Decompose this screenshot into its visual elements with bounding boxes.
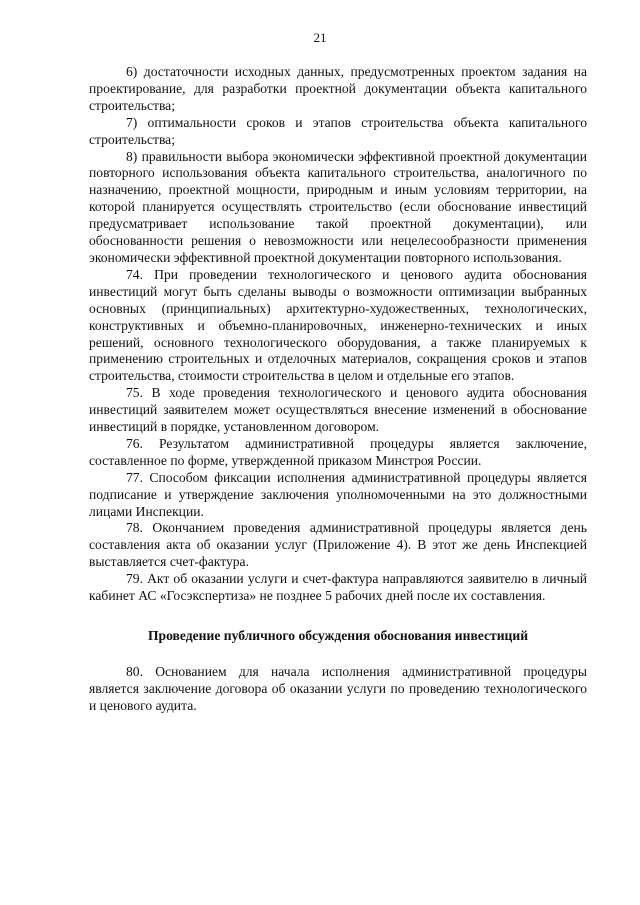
paragraph-80: 80. Основанием для начала исполнения административной процедуры является заключение договора об оказании услуги по проведению технологического и ценового аудита. bbox=[89, 664, 587, 713]
paragraph-77: 77. Способом фиксации исполнения административной процедуры является подписание и утверждение заключения уполномоченными на это должностными лицами Инспекции. bbox=[89, 469, 587, 519]
paragraph-75: 75. В ходе проведения технологического и ценового аудита обоснования инвестиций заявителем может осуществляться внесение изменений в обоснование инвестиций в порядке, установленном договором. bbox=[89, 385, 587, 435]
paragraph-79: 79. Акт об оказании услуги и счет-фактура направляются заявителю в личный кабинет АС «Госэкспертиза» не позднее 5 рабочих дней после их составления. bbox=[89, 571, 587, 604]
paragraph-74: 74. При проведении технологического и ценового аудита обоснования инвестиций могут быть сделаны выводы о возможности оптимизации выбранных основных (принципиальных) архитектурно-художественных, технологических, конструктивных и объемно-планировочных, инженерно-технических и иных решений, основного технологического оборудования, а также планируемых к применению строительных и отделочных материалов, сокращения сроков и этапов строительства, стоимости строительства в целом и отдельные его этапов. bbox=[89, 266, 587, 384]
paragraph-item-8: 8) правильности выбора экономически эффективной проектной документации повторного использования объекта капитального строительства, аналогичного по назначению, проектной мощности, природным и иным условиям территории, на которой планируется осуществлять строительство (если обоснование инвестиций предусматривает использование такой проектной документации), или обоснованности решения о невозможности или нецелесообразности применения экономически эффективной проектной документации повторного использования. bbox=[89, 148, 587, 265]
paragraph-78: 78. Окончанием проведения административной процедуры является день составления акта об оказании услуг (Приложение 4). В этот же день Инспекцией выставляется счет-фактура. bbox=[89, 520, 587, 570]
paragraph-76: 76. Результатом административной процедуры является заключение, составленное по форме, утвержденной приказом Минстроя России. bbox=[89, 435, 587, 468]
paragraph-item-6: 6) достаточности исходных данных, предусмотренных проектом задания на проектирование, для разработки проектной документации объекта капитального строительства; bbox=[89, 64, 587, 113]
section-heading: Проведение публичного обсуждения обоснования инвестиций bbox=[147, 628, 529, 643]
document-body bbox=[89, 64, 587, 715]
page-number: 21 bbox=[313, 30, 327, 45]
paragraph-item-7: 7) оптимальности сроков и этапов строительства объекта капитального строительства; bbox=[89, 114, 587, 147]
